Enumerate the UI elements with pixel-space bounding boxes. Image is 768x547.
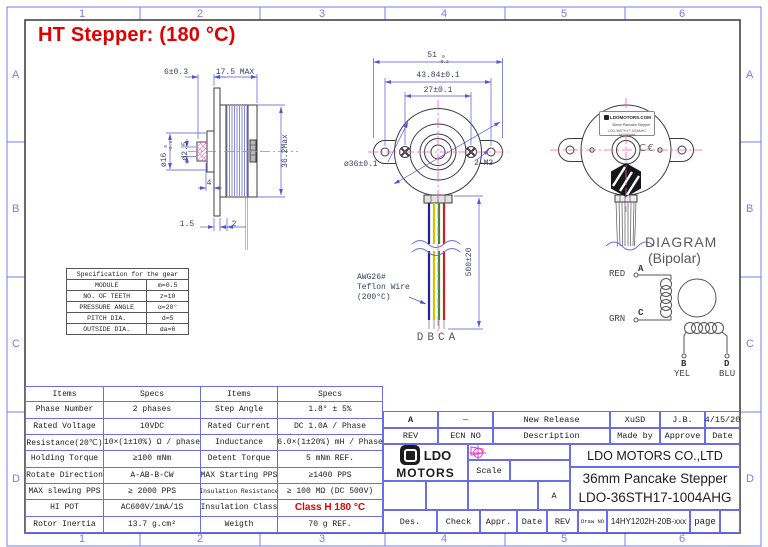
table-row — [25, 419, 383, 435]
table-row — [66, 291, 189, 302]
product-model: LDO-36STH17-1004AHG — [578, 489, 732, 505]
spec-item: Weigth — [200, 517, 277, 533]
lead-wires — [429, 203, 444, 329]
spec-value: DC 1.0A / Phase — [277, 419, 383, 435]
dim-shaft-protrusion: 6±0.3 — [163, 68, 188, 77]
approve-label: Approve — [660, 428, 705, 444]
col-header: Specs — [277, 386, 383, 402]
dim-lead-length: 500±20 — [465, 247, 474, 277]
dim-overall-width — [408, 52, 468, 66]
description-label: Description — [493, 428, 610, 444]
grid-row-label: B — [12, 203, 20, 215]
approval-label: Appr. — [480, 510, 517, 533]
gear-value: α=20° — [146, 302, 189, 313]
spec-item: MAX slewing PPS — [25, 484, 103, 500]
spec-item: Insulation Resistance — [200, 484, 277, 500]
phase-a-color-label: RED — [609, 269, 626, 279]
grid-row-label: A — [746, 69, 754, 81]
page-title: HT Stepper: (180 °C) — [38, 24, 236, 46]
grid-row-label: D — [746, 473, 754, 485]
spec-item: Rotor Inertia — [25, 517, 103, 533]
grid-col-label: 5 — [561, 533, 568, 545]
dim-spacer: 2 — [231, 220, 237, 229]
empty-cell — [468, 481, 538, 510]
made-by-label: Made by — [610, 428, 660, 444]
empty-cell — [383, 481, 426, 510]
empty-cell — [426, 481, 469, 510]
phase-c-color-label: GRN — [609, 314, 626, 324]
dim-gear-length: 4 — [206, 179, 212, 188]
col-header: Items — [200, 386, 277, 402]
spec-value: 1.8° ± 5% — [277, 402, 383, 418]
spec-value: 70 g REF. — [277, 517, 383, 533]
gear-item: MODULE — [66, 280, 146, 291]
dim-body-diameter: ø36±0.1 — [344, 160, 378, 169]
spec-item: Detent Torque — [200, 451, 277, 467]
phase-b-terminal: B — [681, 359, 687, 369]
made-by-value: XuSD — [610, 411, 660, 428]
grid-col-label: 2 — [197, 533, 204, 545]
table-row — [25, 451, 383, 467]
grid-row-label: A — [12, 69, 20, 81]
grid-col-label: 4 — [441, 533, 448, 545]
spec-table — [25, 386, 383, 533]
phase-d-terminal: D — [724, 359, 730, 369]
gear-item: OUTSIDE DIA. — [66, 324, 146, 335]
dim-pilot-value: ø16 — [160, 152, 170, 168]
table-row — [66, 324, 189, 335]
ecn-value: — — [438, 411, 493, 428]
table-row — [25, 484, 383, 500]
spec-item: Rated Voltage — [25, 419, 103, 435]
gear-value: z=10 — [146, 291, 189, 302]
wire-spec-note-line3: (200°C) — [357, 293, 391, 302]
dim-mount-span: 43.84±0.1 — [416, 71, 460, 80]
grid-col-label: 1 — [79, 533, 86, 545]
spec-item: Rated Current — [200, 419, 277, 435]
gear-value: d=5 — [146, 313, 189, 324]
gear-table-title: Specification for the gear — [66, 268, 189, 280]
product-title-cell — [570, 467, 740, 510]
spec-value: ≥1400 PPS — [277, 468, 383, 484]
gear-value: da=6 — [146, 324, 189, 335]
spec-item: Inductance — [200, 435, 277, 451]
title-block — [383, 411, 740, 533]
grid-row-label: C — [12, 338, 20, 350]
spec-value: 6.0×(1±20%) mH / Phase — [277, 435, 383, 451]
wire-sequence-label: DBCA — [416, 332, 460, 344]
spec-item: Phase Number — [25, 402, 103, 418]
wiring-title: DIAGRAM — [645, 234, 718, 250]
product-name: 36mm Pancake Stepper — [582, 471, 728, 487]
col-header: Specs — [103, 386, 200, 402]
wiring-diagram-lines — [634, 273, 729, 358]
scale-label: Scale — [468, 460, 510, 481]
table-row — [66, 280, 189, 291]
gear-value: m=0.5 — [146, 280, 189, 291]
spec-value: ≥ 2000 PPS — [103, 484, 200, 500]
grid-row-label: D — [12, 473, 20, 485]
logo-text-motors: MOTORS — [396, 466, 455, 480]
spec-item: Insulation Class — [200, 500, 277, 516]
grid-col-label: 5 — [561, 8, 568, 20]
grid-col-label: 3 — [319, 8, 326, 20]
sheet-rev-value: A — [538, 481, 570, 510]
company-name: LDO MOTORS CO.,LTD — [570, 444, 740, 467]
spec-item: Step Angle — [200, 402, 277, 418]
table-row — [66, 313, 189, 324]
gear-item: NO. OF TEETH — [66, 291, 146, 302]
ce-mark: C€ — [639, 143, 656, 154]
ldo-logo-icon — [400, 445, 420, 465]
spec-item: Resistance(20℃) — [25, 435, 103, 451]
sticker-model: LDO-36STH17-1004AHG #YYWW## — [608, 128, 646, 137]
grid-row-label: B — [746, 203, 754, 215]
insulation-class-value: Class H 180 °C — [277, 500, 383, 516]
grid-col-label: 6 — [679, 8, 686, 20]
dim-width-value: 51 — [427, 51, 437, 60]
table-row — [25, 402, 383, 418]
dim-pilot-diameter — [161, 134, 175, 174]
page-label: page — [690, 510, 720, 533]
spec-value: ≥100 mNm — [103, 451, 200, 467]
spec-value: ≥ 100 MΩ (DC 500V) — [277, 484, 383, 500]
table-header-row — [25, 386, 383, 402]
spec-item: HI POT — [25, 500, 103, 516]
phase-c-terminal: C — [638, 308, 644, 318]
dim-pilot-tolerance: 0 -0.1 — [164, 140, 174, 152]
phase-d-color-label: BLU — [719, 369, 736, 379]
grid-col-label: 6 — [679, 533, 686, 545]
grid-col-label: 3 — [319, 533, 326, 545]
label-mount-holes: 2-M3 — [474, 159, 494, 168]
table-row — [25, 500, 383, 516]
grid-row-label: C — [746, 338, 754, 350]
spec-value: 10VDC — [103, 419, 200, 435]
grid-col-label: 2 — [197, 8, 204, 20]
col-header: Items — [25, 386, 103, 402]
date2-label: Date — [517, 510, 547, 533]
target-symbol-icon — [469, 445, 487, 461]
table-row — [66, 302, 189, 313]
ecn-label: ECN NO — [438, 428, 493, 444]
description-value: New Release — [493, 411, 610, 428]
phase-b-color-label: YEL — [674, 369, 691, 379]
check-label: Check — [437, 510, 480, 533]
gear-item: PITCH DIA. — [66, 313, 146, 324]
dim-shaft-diameter: ø2.5 — [181, 141, 190, 161]
table-row — [25, 517, 383, 533]
drawno-label: Draw NO — [578, 510, 607, 533]
spec-value: 5 mNm REF. — [277, 451, 383, 467]
projection-symbol-cell — [468, 444, 570, 460]
dim-body-height: 36.2Max — [281, 134, 290, 168]
rev-value: A — [383, 411, 438, 428]
dim-width-tolerance: 0 -0.2 — [437, 55, 449, 65]
grid-col-label: 4 — [441, 8, 448, 20]
approve-value: J.B. — [660, 411, 705, 428]
wire-spec-note-line2: Teflon Wire — [357, 283, 410, 292]
dim-plate-thickness: 1.5 — [179, 220, 195, 229]
spec-value: AC600V/1mA/1S — [103, 500, 200, 516]
company-logo — [383, 444, 468, 481]
designer-label: Des. — [383, 510, 437, 533]
spec-value: 2 phases — [103, 402, 200, 418]
motor-label-sticker — [599, 111, 655, 136]
spec-item: Rotate Direction — [25, 468, 103, 484]
spec-item: MAX Starting PPS — [200, 468, 277, 484]
table-row — [25, 435, 383, 451]
wiring-subtitle: (Bipolar) — [648, 250, 701, 266]
page-value — [720, 510, 740, 533]
rev-label: REV — [383, 428, 438, 444]
scale-value — [510, 460, 570, 481]
logo-text-ldo: LDO — [423, 447, 452, 463]
sticker-product: 36mm Pancake Stepper — [611, 123, 651, 127]
spec-item: Holding Torque — [25, 451, 103, 467]
drawno-value: 14HY1202H-20B-xxx — [607, 510, 690, 533]
spec-value: 13.7 g.cm² — [103, 517, 200, 533]
sticker-logo-icon — [604, 115, 609, 120]
spec-value: A-AB-B-CW — [103, 468, 200, 484]
wire-spec-note-line1: AWG26# — [357, 273, 386, 282]
spec-value: 10×(1±10%) Ω / phase — [103, 435, 200, 451]
table-row — [25, 468, 383, 484]
date-value: 4/15/20 — [705, 411, 740, 428]
sticker-brand: LDOMOTORS.COM — [610, 115, 651, 120]
dim-inner-span: 27±0.1 — [423, 86, 453, 95]
phase-a-terminal: A — [638, 264, 644, 274]
date-label: Date — [705, 428, 740, 444]
dim-body-length: 17.5 MAX — [215, 68, 255, 77]
grid-col-label: 1 — [79, 8, 86, 20]
rev2-label: REV — [547, 510, 578, 533]
gear-spec-table — [66, 268, 189, 335]
gear-item: PRESSURE ANGLE — [66, 302, 146, 313]
